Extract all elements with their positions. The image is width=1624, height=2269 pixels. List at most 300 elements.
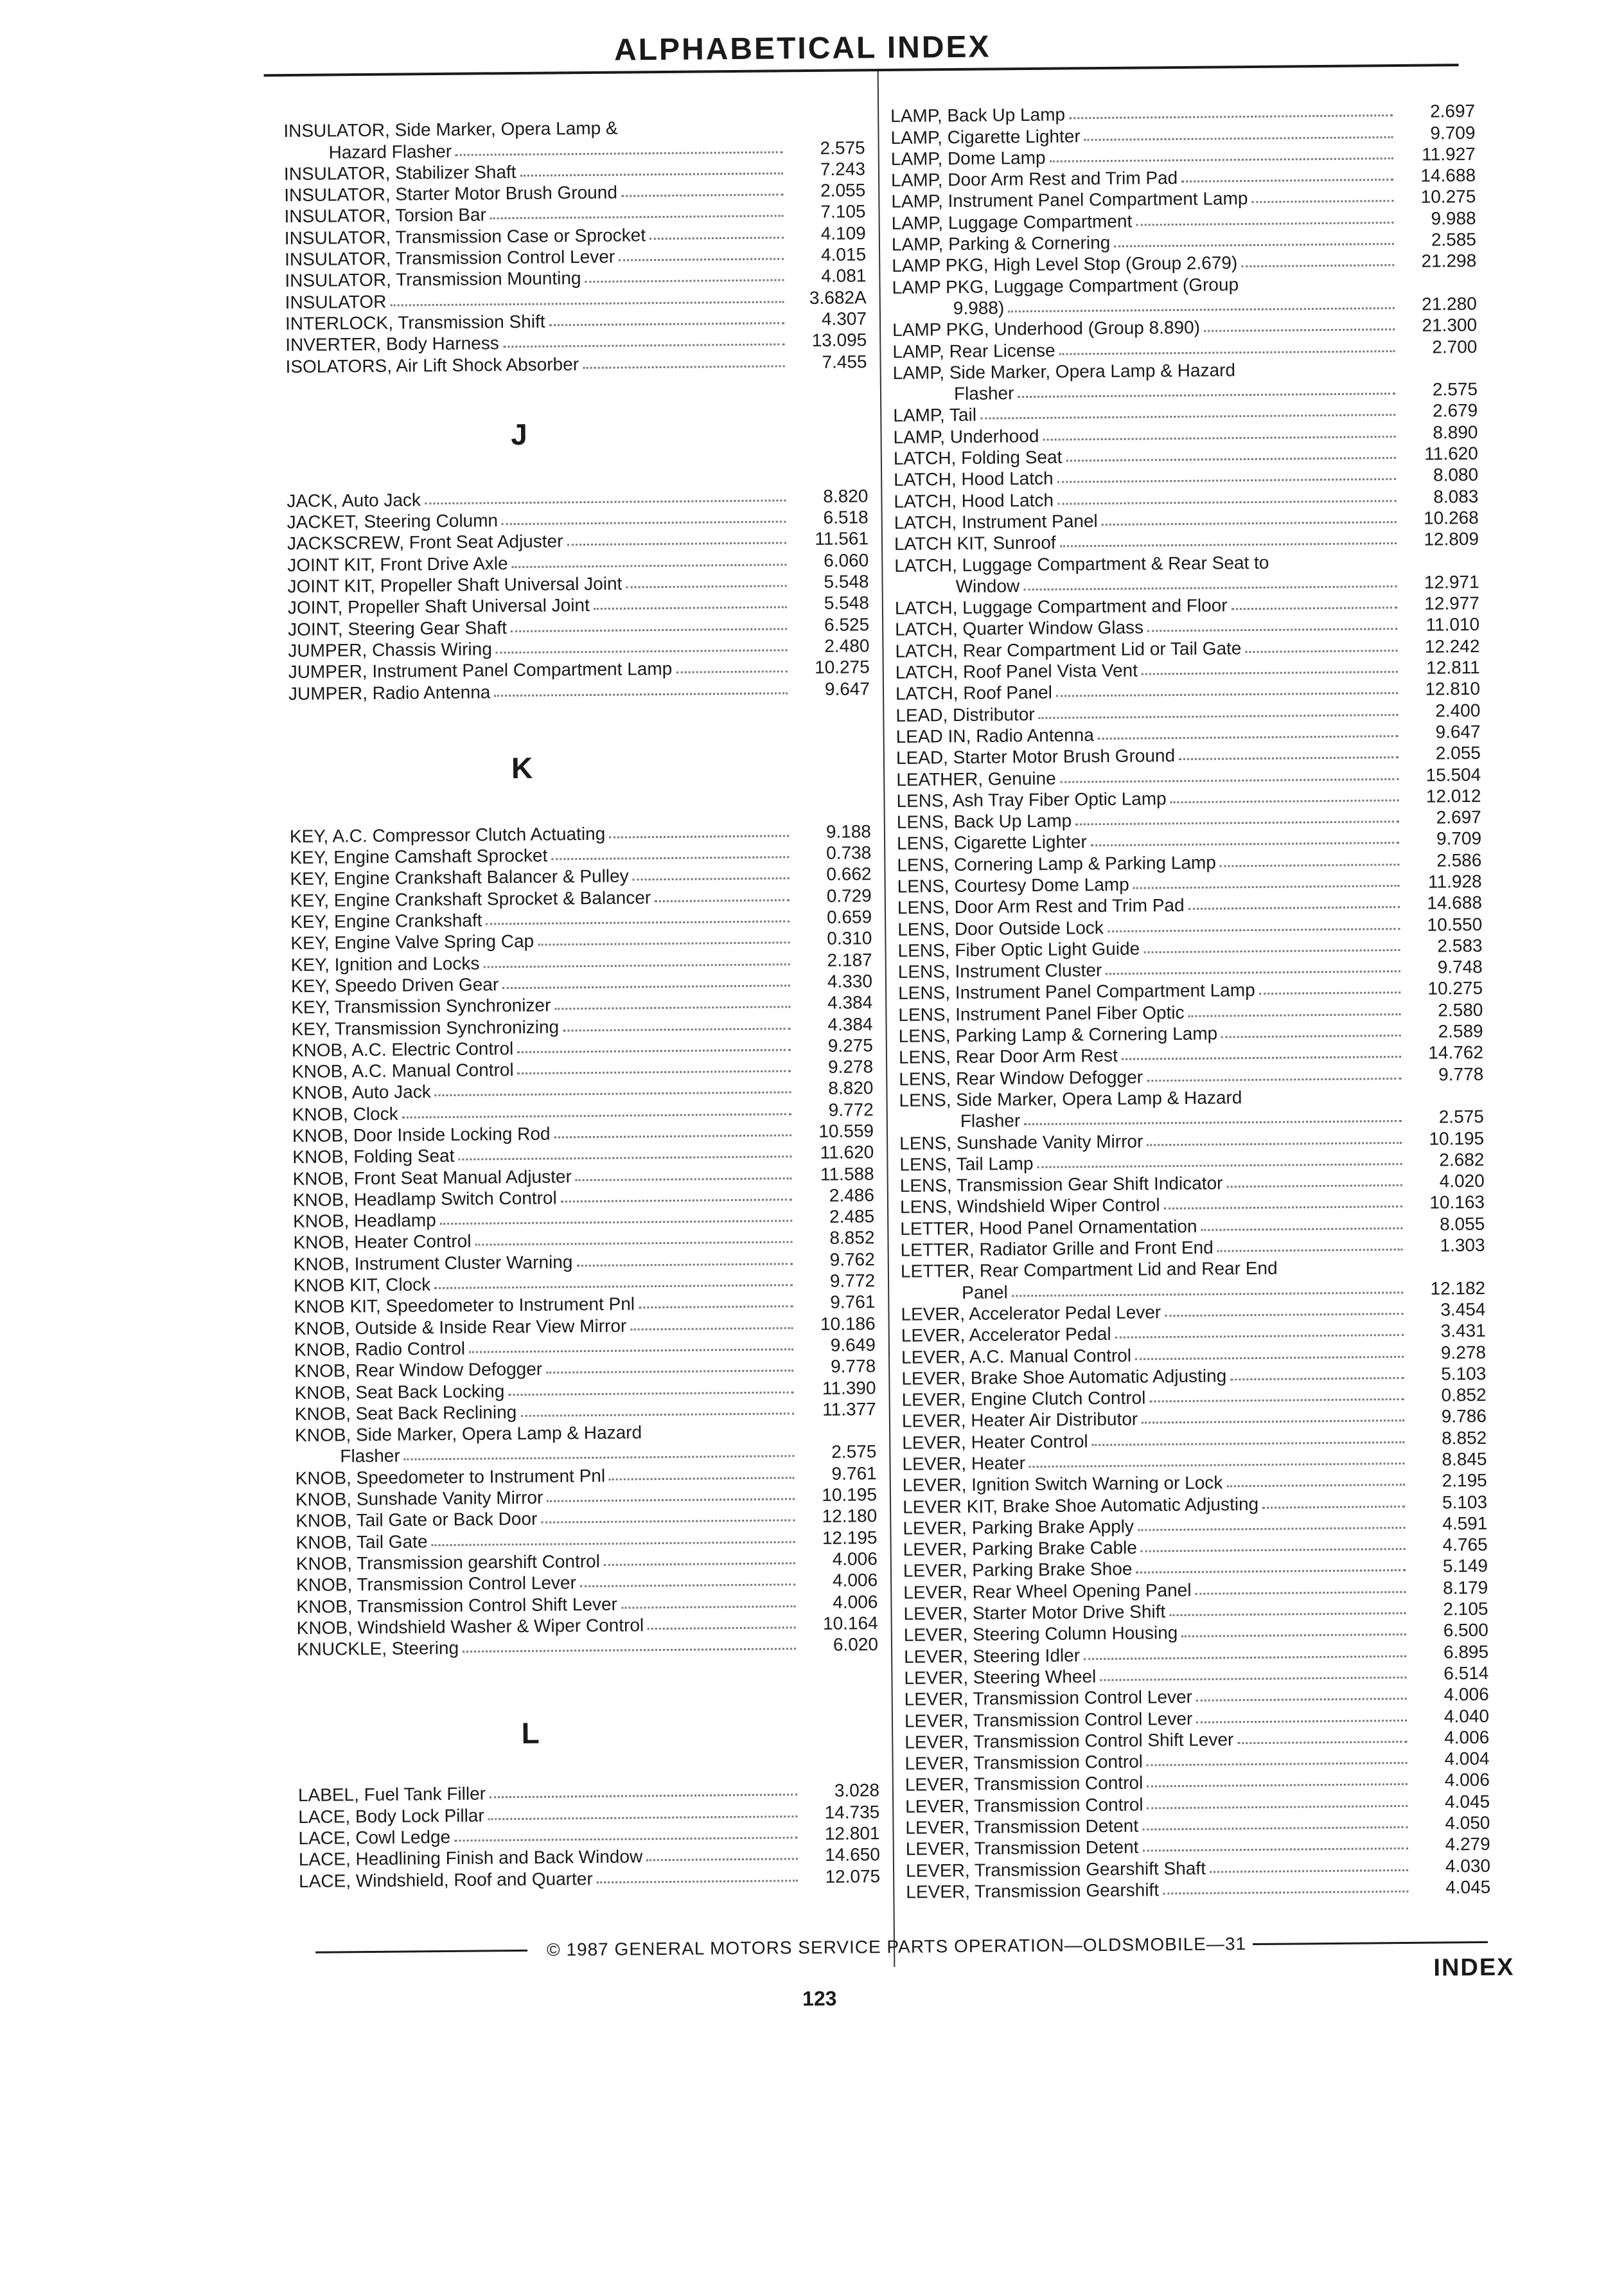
dot-leader (488, 1815, 798, 1820)
entry-label: KNOB, Transmission gearshift Control (296, 1551, 601, 1574)
entry-label: Hazard Flasher (328, 141, 452, 163)
entry-label: LENS, Cigarette Lighter (896, 832, 1087, 854)
entry-ref-number: 15.504 (1425, 764, 1481, 785)
entry-ref-number: 5.149 (1442, 1556, 1488, 1576)
dot-leader (1050, 157, 1393, 163)
dot-leader (1060, 542, 1397, 547)
entry-label: JOINT KIT, Propeller Shaft Universal Joint (287, 573, 622, 597)
dot-leader (1147, 1142, 1402, 1146)
entry-label: LACE, Body Lock Pillar (298, 1805, 484, 1827)
entry-label: LAMP, Parking & Cornering (891, 232, 1111, 254)
entry-label: KNOB, Outside & Inside Rear View Mirror (294, 1315, 627, 1339)
dot-leader (551, 856, 789, 860)
dot-leader (1138, 1527, 1405, 1531)
dot-leader (1230, 1377, 1404, 1380)
entry-ref-number: 2.583 (1437, 935, 1483, 956)
entry-ref-number: 10.550 (1427, 914, 1483, 935)
index-entry (906, 1876, 1490, 1902)
dot-leader (503, 344, 785, 348)
entry-ref-number: 4.006 (1444, 1770, 1490, 1790)
dot-leader (1220, 864, 1400, 867)
entry-ref-number: 2.586 (1436, 850, 1482, 871)
entry-label: LEVER, Accelerator Pedal Lever (901, 1302, 1161, 1324)
entry-ref-number: 9.778 (830, 1356, 876, 1377)
dot-leader (676, 671, 787, 674)
entry-ref-number: 11.588 (820, 1163, 874, 1184)
dot-leader (1106, 970, 1400, 975)
entry-label: KNOB, Heater Control (293, 1231, 472, 1253)
entry-label: LEVER, Heater Air Distributor (901, 1409, 1138, 1432)
entry-label: Panel (962, 1281, 1008, 1303)
entry-label: LEVER, A.C. Manual Control (901, 1345, 1132, 1367)
entry-label: INSULATOR, Transmission Mounting (285, 268, 581, 291)
entry-label: LATCH, Roof Panel Vista Vent (895, 660, 1138, 682)
entry-label: LAMP, Door Arm Rest and Trim Pad (890, 168, 1178, 191)
entry-ref-number: 12.971 (1424, 571, 1479, 592)
entry-label: LAMP PKG, Underhood (Group 8.890) (892, 317, 1201, 341)
entry-label: LENS, Instrument Panel Compartment Lamp (898, 980, 1255, 1004)
entry-ref-number: 8.820 (828, 1078, 874, 1099)
dot-leader (1108, 928, 1400, 932)
entry-label: LAMP, Underhood (893, 425, 1039, 447)
section-letter-k: K (511, 751, 533, 785)
dot-leader (1024, 1120, 1402, 1125)
entry-label: LEVER, Transmission Control Lever (904, 1708, 1193, 1731)
dot-leader (520, 172, 783, 177)
entry-label: LABEL, Fuel Tank Filler (297, 1783, 486, 1806)
entry-label: INSULATOR, Stabilizer Shaft (283, 161, 516, 184)
entry-ref-number: 8.083 (1433, 486, 1479, 507)
entry-label: LEVER, Parking Brake Apply (903, 1516, 1134, 1538)
dot-leader (1217, 1249, 1403, 1252)
dot-leader (463, 1648, 796, 1653)
dot-leader (1114, 243, 1394, 247)
entry-ref-number: 4.307 (821, 308, 867, 329)
dot-leader (626, 585, 786, 588)
entry-ref-number: 10.275 (1420, 186, 1476, 208)
entry-ref-number: 2.485 (829, 1206, 875, 1227)
entry-label: KNOB, Tail Gate or Back Door (296, 1509, 538, 1531)
entry-ref-number: 0.852 (1441, 1384, 1487, 1405)
index-entry (299, 1865, 880, 1891)
entry-ref-number: 9.772 (829, 1270, 876, 1291)
entry-ref-number: 4.015 (820, 244, 867, 265)
dot-leader (502, 984, 790, 989)
entry-label: LACE, Headlining Finish and Back Window (298, 1846, 643, 1870)
dot-leader (490, 1794, 797, 1799)
entry-ref-number: 6.525 (824, 614, 870, 635)
entry-label: LENS, Side Marker, Opera Lamp & Hazard (899, 1087, 1242, 1110)
entry-ref-number: 4.045 (1444, 1791, 1490, 1812)
dot-leader (567, 542, 787, 546)
dot-leader (1147, 1783, 1408, 1788)
dot-leader (1147, 1762, 1408, 1766)
entry-ref-number: 10.559 (818, 1121, 874, 1141)
footer (315, 1932, 1488, 1962)
entry-label: LENS, Rear Door Arm Rest (898, 1046, 1118, 1068)
entry-label: KNOB, Tail Gate (296, 1531, 428, 1553)
entry-label: LACE, Cowl Ledge (298, 1826, 451, 1849)
dot-leader (1226, 1484, 1404, 1487)
entry-label: LENS, Ash Tray Fiber Optic Lamp (896, 788, 1167, 811)
i-entries (283, 115, 867, 377)
dot-leader (486, 920, 790, 925)
dot-leader (1241, 264, 1394, 267)
dot-leader (597, 1880, 798, 1883)
entry-ref-number: 4.020 (1439, 1171, 1485, 1191)
entry-ref-number: 7.243 (820, 159, 866, 179)
entry-label: LEVER, Transmission Control Lever (904, 1687, 1193, 1710)
dot-leader (1043, 436, 1395, 441)
dot-leader (648, 1626, 796, 1630)
entry-ref-number: 9.772 (828, 1099, 874, 1120)
entry-label: KNOB, Windshield Washer & Wiper Control (296, 1615, 644, 1638)
entry-ref-number: 11.927 (1422, 143, 1476, 165)
entry-label: LATCH, Hood Latch (894, 490, 1054, 512)
dot-leader (475, 1241, 793, 1246)
entry-label: KNOB, Side Marker, Opera Lamp & Hazard (294, 1422, 642, 1446)
entry-label: INSULATOR, Side Marker, Opera Lamp & (283, 118, 618, 141)
entry-ref-number: 4.006 (832, 1549, 878, 1569)
dot-leader (1100, 1677, 1406, 1681)
dot-leader (609, 835, 789, 838)
entry-label: KNOB, Clock (292, 1103, 398, 1125)
entry-ref-number: 2.575 (831, 1441, 877, 1463)
entry-label: LACE, Windshield, Roof and Quarter (299, 1868, 593, 1891)
dot-leader (1163, 1891, 1408, 1894)
entry-label: INSULATOR, Torsion Bar (284, 204, 487, 227)
dot-leader (496, 649, 788, 654)
dot-leader (1165, 1313, 1403, 1317)
dot-leader (1142, 1826, 1408, 1831)
entry-ref-number: 14.688 (1427, 893, 1483, 913)
entry-label: Flasher (340, 1446, 400, 1466)
entry-ref-number: 9.778 (1438, 1063, 1484, 1085)
entry-label: KEY, Engine Valve Spring Cap (290, 931, 534, 954)
entry-ref-number: 5.103 (1441, 1363, 1487, 1384)
footer-rule-right (1253, 1941, 1488, 1944)
entry-label: LEVER, Steering Wheel (904, 1666, 1097, 1688)
entry-label: LEAD, Starter Motor Brush Ground (896, 745, 1176, 769)
right-column (890, 100, 1490, 1903)
entry-label: LETTER, Hood Panel Ornamentation (900, 1216, 1197, 1239)
dot-leader (604, 1562, 795, 1566)
entry-ref-number: 8.055 (1440, 1213, 1485, 1234)
dot-leader (1196, 1698, 1407, 1702)
entry-ref-number: 10.268 (1423, 507, 1479, 528)
entry-ref-number: 3.682A (809, 287, 867, 308)
entry-ref-number: 6.020 (833, 1634, 879, 1655)
entry-ref-number: 1.303 (1440, 1234, 1485, 1256)
entry-ref-number: 3.028 (834, 1780, 880, 1801)
dot-leader (1018, 393, 1395, 398)
entry-label: KNOB, A.C. Electric Control (291, 1038, 514, 1060)
entry-label: LATCH, Luggage Compartment and Floor (894, 595, 1228, 618)
entry-ref-number: 9.748 (1437, 957, 1483, 977)
entry-ref-number: 12.809 (1424, 529, 1479, 549)
entry-label: LAMP, Rear License (892, 340, 1055, 362)
dot-leader (1245, 650, 1397, 653)
entry-ref-number: 12.810 (1425, 679, 1481, 699)
entry-ref-number: 4.081 (821, 265, 867, 287)
entry-ref-number: 7.105 (820, 201, 866, 222)
dot-leader (1057, 500, 1397, 505)
dot-leader (1170, 799, 1399, 803)
dot-leader (454, 1837, 797, 1842)
dot-leader (1169, 1612, 1406, 1616)
entry-label: KNOB KIT, Clock (293, 1274, 431, 1296)
entry-label: LEVER, Transmission Gearshift (906, 1880, 1160, 1902)
dot-leader (621, 1605, 796, 1608)
entry-ref-number: 8.820 (823, 486, 869, 506)
dot-leader (1102, 521, 1397, 526)
entry-label: KNOB KIT, Speedometer to Instrument Pnl (294, 1294, 635, 1317)
dot-leader (1122, 1056, 1401, 1060)
entry-label: LEAD, Distributor (896, 704, 1035, 725)
entry-ref-number: 4.384 (827, 1013, 873, 1035)
dot-leader (1060, 778, 1399, 783)
dot-leader (490, 215, 784, 220)
entry-ref-number: 14.735 (824, 1801, 880, 1822)
entry-label: KEY, Transmission Synchronizer (291, 995, 551, 1018)
dot-leader (554, 1134, 791, 1138)
dot-leader (561, 1198, 792, 1202)
entry-ref-number: 2.679 (1433, 400, 1478, 421)
dot-leader (621, 194, 783, 197)
entry-label: LENS, Door Outside Lock (897, 917, 1104, 939)
entry-ref-number: 0.659 (826, 907, 872, 927)
entry-label: JOINT, Propeller Shaft Universal Joint (287, 595, 590, 618)
entry-ref-number: 2.575 (820, 137, 865, 158)
entry-label: LEVER, Steering Idler (904, 1645, 1081, 1667)
dot-leader (1149, 1398, 1404, 1402)
dot-leader (630, 1327, 793, 1330)
entry-ref-number: 10.163 (1429, 1192, 1485, 1213)
entry-label: KNOB, Folding Seat (292, 1146, 455, 1168)
entry-label: LEVER, Transmission Gearshift Shaft (905, 1858, 1206, 1881)
entry-label: LENS, Fiber Optic Light Guide (897, 938, 1140, 961)
dot-leader (646, 1858, 798, 1862)
dot-leader (1251, 200, 1393, 204)
j-entries (287, 485, 870, 704)
dot-leader (1181, 179, 1393, 182)
dot-leader (576, 1263, 792, 1267)
entry-label: KEY, Engine Crankshaft Sprocket & Balancer (290, 887, 651, 911)
entry-ref-number: 4.004 (1444, 1748, 1490, 1769)
entry-label: INVERTER, Body Harness (285, 333, 499, 355)
entry-label: LEVER, Engine Clutch Control (901, 1387, 1146, 1410)
dot-leader (1069, 114, 1393, 119)
entry-ref-number: 4.050 (1445, 1812, 1490, 1833)
entry-ref-number: 2.585 (1431, 229, 1477, 250)
entry-label: LEATHER, Genuine (896, 768, 1056, 790)
entry-label: INSULATOR, Starter Motor Brush Ground (284, 182, 618, 206)
entry-label: LEVER, Steering Column Housing (903, 1623, 1178, 1646)
entry-label: LEVER, Parking Brake Cable (903, 1537, 1137, 1560)
entry-ref-number: 2.187 (827, 949, 872, 970)
dot-leader (1115, 1334, 1404, 1339)
dot-leader (435, 1092, 791, 1097)
entry-label: JOINT, Steering Gear Shaft (288, 617, 508, 639)
dot-leader (1188, 1013, 1401, 1017)
entry-label: LATCH, Folding Seat (893, 447, 1063, 468)
entry-ref-number: 4.006 (1444, 1727, 1490, 1748)
entry-ref-number: 9.649 (830, 1335, 876, 1355)
dot-leader (431, 1541, 795, 1546)
entry-label: JOINT KIT, Front Drive Axle (287, 553, 508, 575)
entry-ref-number: 4.030 (1445, 1855, 1491, 1876)
entry-ref-number: 9.988 (1431, 208, 1476, 229)
entry-label: LEVER, Transmission Detent (905, 1837, 1139, 1860)
entry-ref-number: 12.977 (1424, 593, 1480, 614)
entry-label: LEVER, Rear Wheel Opening Panel (903, 1579, 1192, 1603)
entry-label: KEY, Speedo Driven Gear (290, 974, 499, 996)
entry-ref-number: 10.195 (822, 1484, 878, 1505)
entry-ref-number: 4.279 (1445, 1834, 1490, 1855)
entry-ref-number: 12.182 (1430, 1277, 1486, 1299)
entry-label: LENS, Door Arm Rest and Trim Pad (897, 895, 1185, 918)
entry-label: LEVER, Heater Control (902, 1430, 1088, 1453)
entry-label: JUMPER, Chassis Wiring (288, 639, 492, 661)
entry-label: KNOB, Headlamp Switch Control (292, 1188, 557, 1210)
entry-label: ISOLATORS, Air Lift Shock Absorber (285, 353, 579, 377)
dot-leader (580, 1583, 795, 1587)
dot-leader (1142, 1847, 1408, 1852)
entry-ref-number: 13.095 (811, 330, 867, 351)
entry-ref-number: 8.845 (1442, 1448, 1487, 1470)
entry-label: LENS, Rear Window Defogger (899, 1067, 1143, 1089)
dot-leader (483, 963, 790, 968)
entry-ref-number: 2.400 (1435, 700, 1481, 721)
entry-ref-number: 8.179 (1443, 1577, 1488, 1598)
entry-ref-number: 12.012 (1425, 785, 1481, 806)
entry-label: Window (955, 575, 1020, 596)
entry-label: LATCH, Luggage Compartment & Rear Seat to (894, 552, 1269, 576)
entry-ref-number: 6.518 (823, 507, 869, 528)
entry-label: KEY, Engine Crankshaft (290, 910, 482, 932)
entry-label: KEY, Engine Camshaft Sprocket (290, 845, 548, 868)
entry-ref-number: 9.786 (1441, 1406, 1487, 1427)
entry-ref-number: 4.006 (833, 1591, 878, 1612)
dot-leader (549, 322, 784, 326)
entry-label: KNOB, Seat Back Locking (294, 1380, 505, 1403)
entry-ref-number: 4.109 (820, 222, 866, 244)
entry-label: INTERLOCK, Transmission Shift (285, 311, 545, 334)
dot-leader (1084, 1655, 1406, 1660)
entry-ref-number: 9.188 (825, 821, 872, 842)
entry-ref-number: 6.514 (1443, 1662, 1489, 1684)
entry-label: KNOB, Speedometer to Instrument Pnl (295, 1465, 606, 1488)
entry-ref-number: 0.729 (826, 885, 872, 906)
entry-ref-number: 9.647 (1435, 721, 1481, 742)
page-number: 123 (802, 1986, 837, 2011)
entry-label: LENS, Cornering Lamp & Parking Lamp (897, 852, 1216, 875)
entry-ref-number: 10.195 (1429, 1128, 1485, 1149)
dot-leader (1147, 628, 1397, 632)
entry-label: LENS, Instrument Cluster (897, 960, 1102, 982)
entry-label: LENS, Windshield Wiper Control (899, 1195, 1160, 1218)
dot-leader (1136, 1569, 1406, 1574)
entry-ref-number: 6.060 (824, 549, 869, 571)
dot-leader (1147, 1805, 1408, 1810)
entry-ref-number: 2.697 (1436, 806, 1481, 828)
dot-leader (1142, 671, 1398, 675)
entry-ref-number: 2.589 (1438, 1020, 1483, 1042)
dot-leader (390, 301, 784, 306)
entry-label: LENS, Courtesy Dome Lamp (897, 874, 1129, 896)
dot-leader (1147, 1078, 1401, 1081)
dot-leader (1231, 607, 1397, 610)
entry-label: INSULATOR, Transmission Control Lever (284, 246, 615, 270)
page-title: ALPHABETICAL INDEX (613, 30, 991, 67)
entry-label: KNOB, A.C. Manual Control (292, 1060, 514, 1082)
dot-leader (1201, 1227, 1403, 1231)
dot-leader (649, 236, 784, 240)
entry-label: INSULATOR, Transmission Case or Sprocket (284, 224, 646, 248)
entry-ref-number: 11.928 (1427, 871, 1482, 892)
entry-label: LATCH, Rear Compartment Lid or Tail Gate (895, 637, 1242, 661)
dot-leader (1008, 307, 1395, 312)
entry-label: KNOB, Headlamp (293, 1210, 436, 1232)
entry-ref-number: 5.548 (824, 592, 869, 614)
dot-leader (455, 151, 783, 156)
entry-ref-number: 4.006 (1443, 1684, 1489, 1705)
dot-leader (576, 1177, 792, 1181)
entry-label: JUMPER, Radio Antenna (288, 681, 491, 704)
dot-leader (1141, 1548, 1406, 1553)
dot-leader (520, 1412, 794, 1417)
dot-leader (458, 1156, 791, 1161)
dot-leader (434, 1284, 793, 1289)
entry-label: KNOB, Seat Back Reclining (294, 1401, 517, 1424)
entry-ref-number: 2.580 (1438, 999, 1483, 1020)
dot-leader (1262, 1506, 1405, 1509)
entry-ref-number: 12.811 (1426, 657, 1480, 678)
dot-leader (502, 521, 786, 525)
entry-label: KNOB, Sunshade Vanity Mirror (295, 1487, 543, 1510)
entry-label: LENS, Back Up Lamp (896, 810, 1072, 832)
entry-ref-number: 6.500 (1443, 1620, 1488, 1641)
dot-leader (404, 1455, 795, 1461)
section-letter-l: L (521, 1716, 540, 1750)
entry-ref-number: 7.455 (822, 351, 867, 372)
entry-label: LENS, Instrument Panel Fiber Optic (898, 1002, 1185, 1025)
entry-ref-number: 8.852 (829, 1227, 875, 1249)
entry-label: KNOB, Transmission Control Shift Lever (296, 1594, 618, 1617)
entry-label: KNOB, Transmission Control Lever (296, 1572, 576, 1596)
dot-leader (1091, 842, 1399, 846)
dot-leader (1066, 457, 1396, 461)
entry-ref-number: 9.761 (831, 1463, 877, 1484)
entry-ref-number: 2.486 (829, 1185, 875, 1206)
entry-label: JUMPER, Instrument Panel Compartment Lamp (288, 659, 673, 682)
dot-leader (1075, 821, 1399, 825)
entry-ref-number: 2.195 (1442, 1470, 1487, 1491)
dot-leader (583, 365, 785, 369)
dot-leader (1181, 1633, 1406, 1637)
dot-leader (1135, 1355, 1404, 1360)
dot-leader (633, 878, 790, 881)
dot-leader (1259, 992, 1400, 995)
entry-ref-number: 10.186 (820, 1313, 876, 1334)
entry-ref-number: 2.105 (1443, 1598, 1488, 1619)
dot-leader (1039, 714, 1399, 719)
entry-label: LEVER, Transmission Detent (905, 1815, 1139, 1838)
section-letter-j: J (510, 417, 528, 451)
dot-leader (639, 1306, 793, 1309)
entry-ref-number: 14.650 (825, 1844, 880, 1865)
entry-ref-number: 14.688 (1420, 165, 1476, 186)
